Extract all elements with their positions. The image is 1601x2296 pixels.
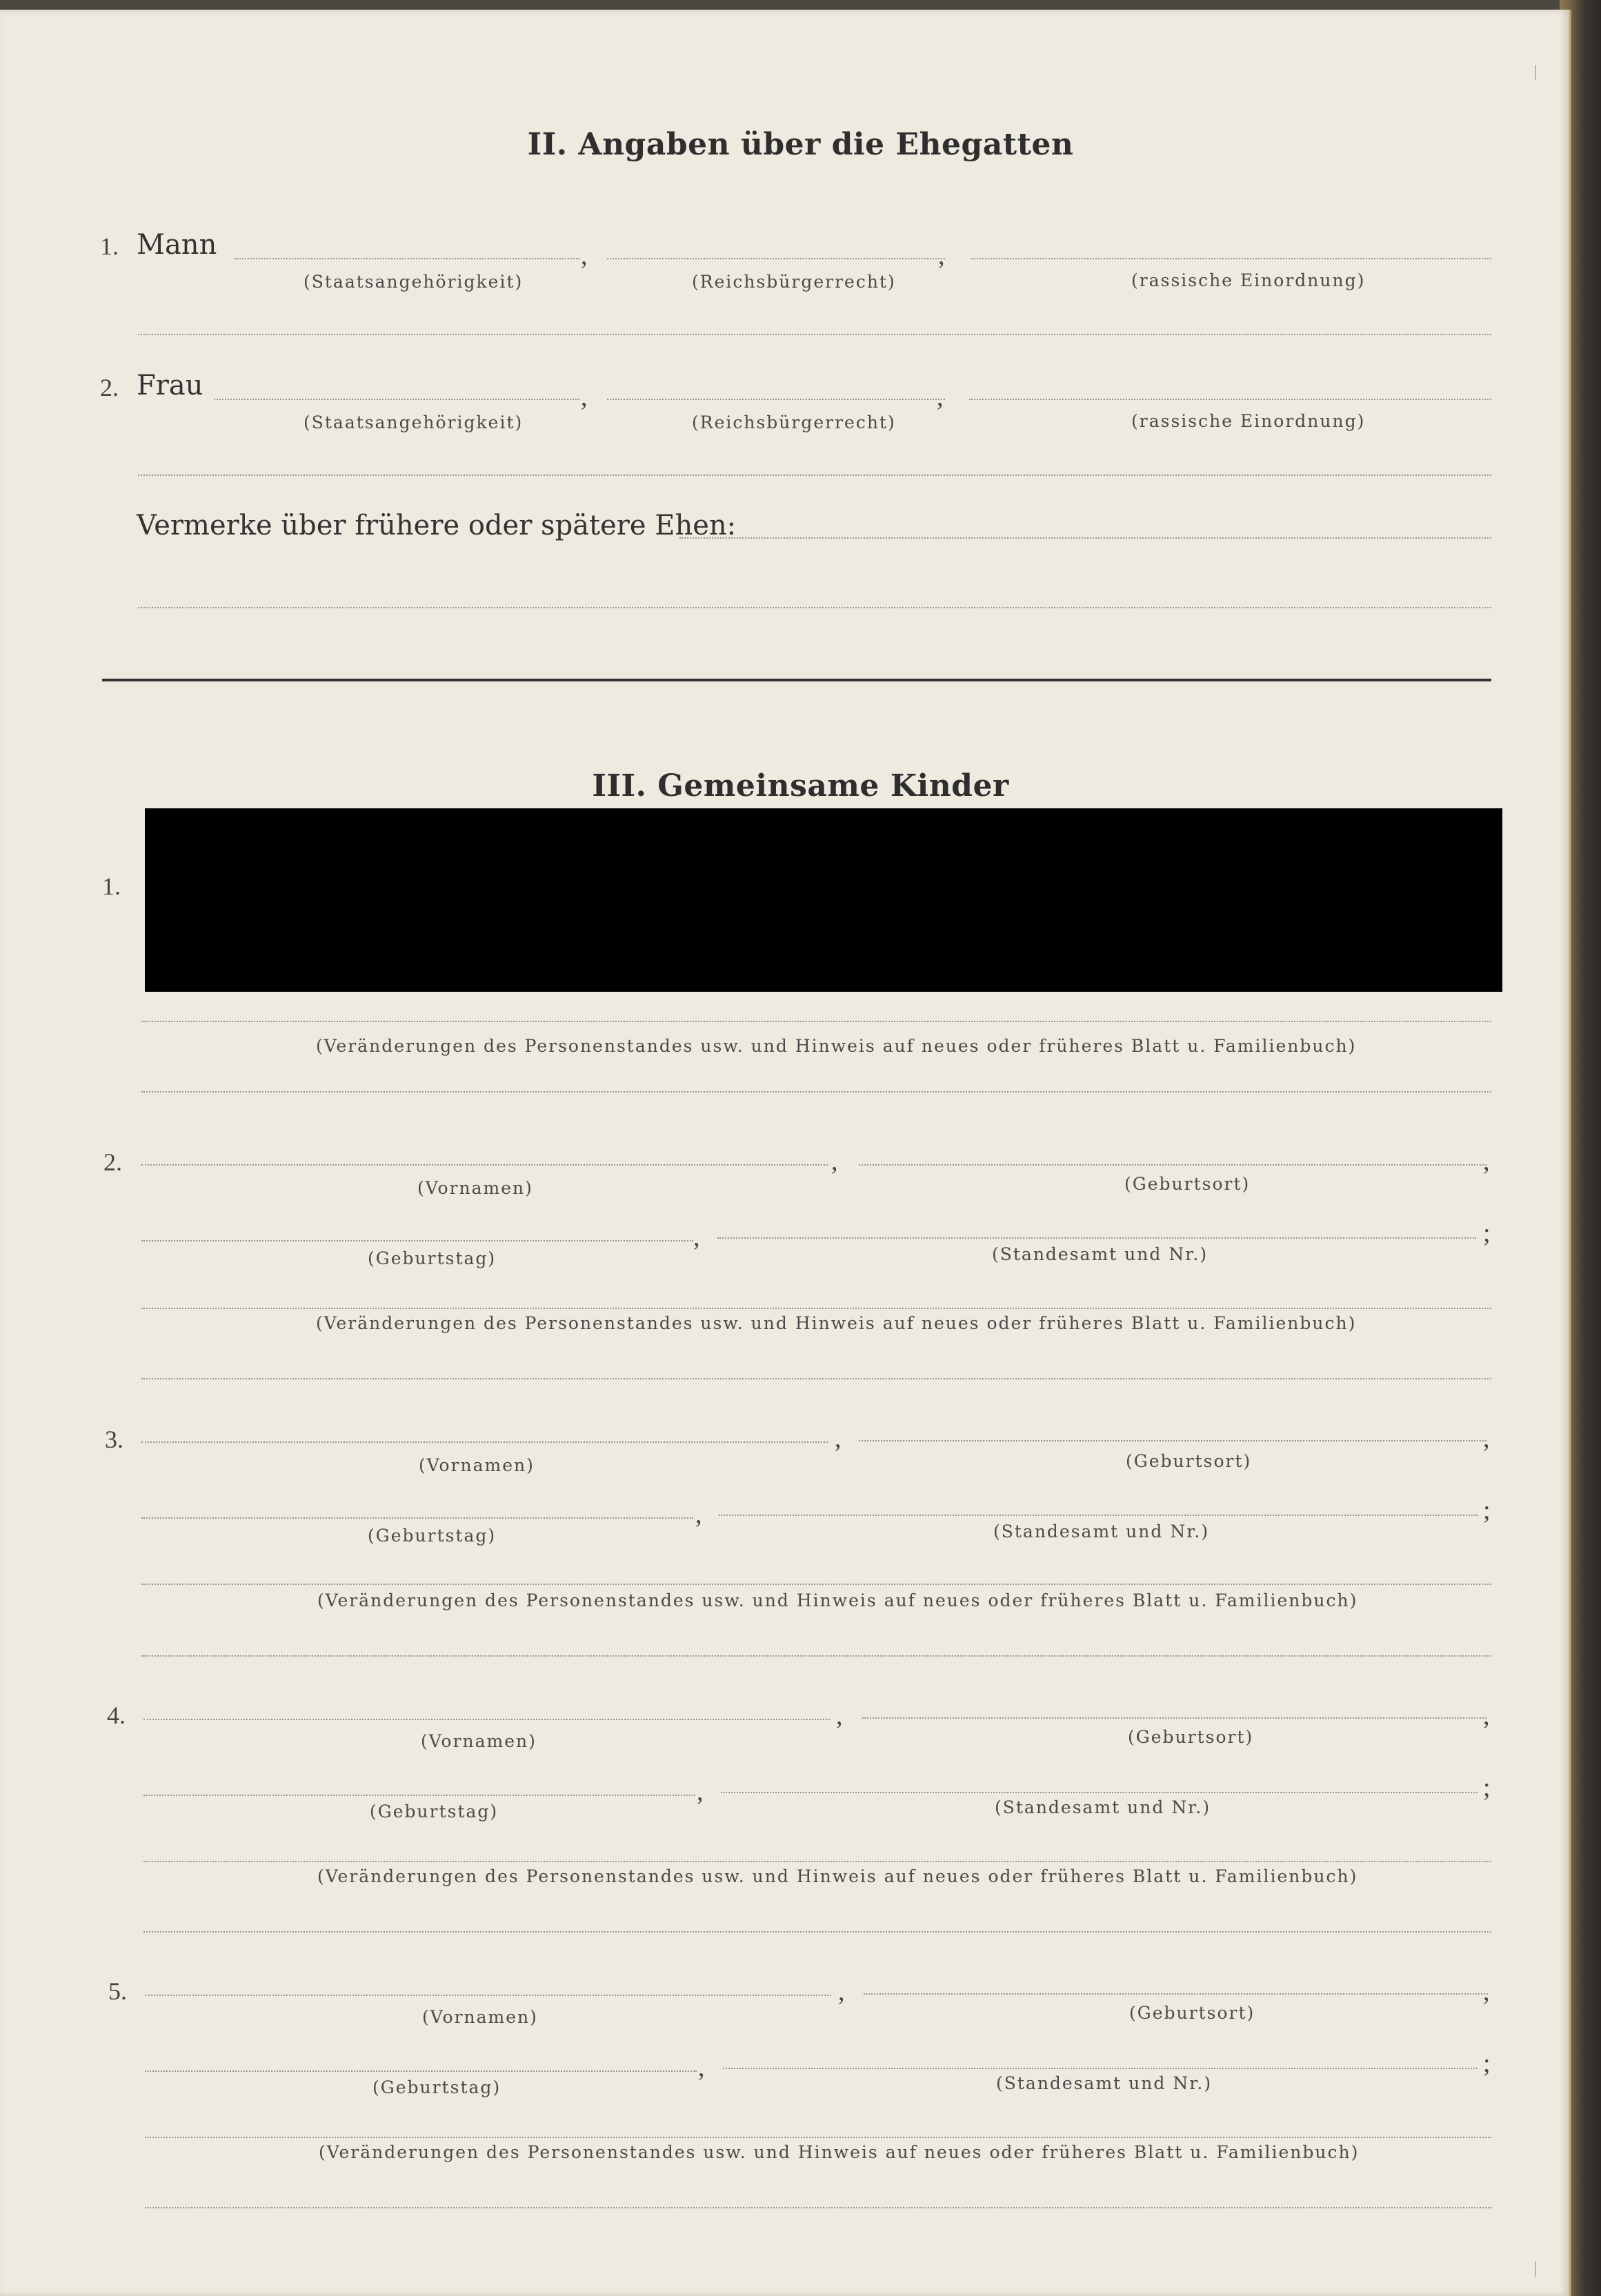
comma: , — [697, 1777, 704, 1806]
caption-geburtstag: (Geburtstag) — [368, 1248, 497, 1268]
caption-standesamt: (Standesamt und Nr.) — [993, 1521, 1210, 1541]
child-5-changes-field[interactable] — [145, 2137, 1491, 2138]
mann-number: 1. — [100, 232, 119, 260]
comma: , — [831, 1147, 838, 1176]
frau-extra-field[interactable] — [138, 475, 1491, 476]
child-4-vornamen-field[interactable] — [143, 1719, 830, 1720]
child-3-number: 3. — [105, 1426, 123, 1453]
caption-geburtsort: (Geburtsort) — [1129, 2003, 1255, 2023]
comma: , — [695, 1500, 702, 1529]
caption-standesamt: (Standesamt und Nr.) — [996, 2073, 1213, 2093]
caption-veraenderungen: (Veränderungen des Personenstandes usw. und Hinweis auf neues oder früheres Blatt u. Familienbuch) — [317, 1866, 1358, 1886]
semicolon: ; — [1483, 1496, 1491, 1525]
caption-geburtsort: (Geburtsort) — [1128, 1727, 1254, 1747]
caption-staat: (Staatsangehörigkeit) — [304, 412, 524, 432]
child-2-standesamt-field[interactable] — [717, 1237, 1476, 1239]
caption-rasse: (rassische Einordnung) — [1131, 270, 1366, 290]
form-page — [0, 10, 1569, 2296]
comma: , — [581, 383, 588, 412]
child-2-vornamen-field[interactable] — [141, 1164, 828, 1166]
mann-extra-field[interactable] — [138, 334, 1491, 335]
semicolon: ; — [1483, 1219, 1491, 1248]
caption-standesamt: (Standesamt und Nr.) — [995, 1797, 1211, 1817]
child-5-geburtstag-field[interactable] — [145, 2070, 697, 2072]
caption-veraenderungen: (Veränderungen des Personenstandes usw. und Hinweis auf neues oder früheres Blatt u. Familienbuch) — [316, 1036, 1357, 1056]
margin-tick — [1535, 65, 1536, 80]
mann-label: Mann — [137, 229, 217, 261]
child-3-changes-field-2[interactable] — [141, 1655, 1491, 1657]
frau-reich-field[interactable] — [607, 399, 945, 400]
semicolon: ; — [1483, 2049, 1491, 2078]
child-5-number: 5. — [108, 1977, 127, 2005]
caption-geburtsort: (Geburtsort) — [1126, 1451, 1252, 1471]
caption-veraenderungen: (Veränderungen des Personenstandes usw. und Hinweis auf neues oder früheres Blatt u. Familienbuch) — [319, 2142, 1360, 2162]
child-1-number: 1. — [102, 872, 121, 900]
frau-staat-field[interactable] — [214, 399, 579, 400]
child-3-geburtstag-field[interactable] — [141, 1517, 693, 1519]
child-5-standesamt-field[interactable] — [723, 2068, 1478, 2069]
caption-geburtstag: (Geburtstag) — [370, 1801, 499, 1821]
child-2-geburtstag-field[interactable] — [141, 1240, 693, 1241]
child-4-geburtstag-field[interactable] — [143, 1795, 695, 1796]
child-5-geburtsort-field[interactable] — [864, 1993, 1488, 1995]
child-2-changes-field[interactable] — [141, 1308, 1491, 1309]
semicolon: ; — [1483, 1773, 1491, 1802]
child-1-changes-field[interactable] — [141, 1021, 1491, 1022]
comma: , — [1483, 1701, 1490, 1730]
caption-geburtsort: (Geburtsort) — [1124, 1174, 1251, 1194]
caption-reich: (Reichsbürgerrecht) — [692, 272, 896, 292]
comma: , — [581, 241, 588, 270]
caption-geburtstag: (Geburtstag) — [372, 2077, 501, 2097]
comma: , — [938, 241, 945, 270]
child-4-standesamt-field[interactable] — [721, 1792, 1478, 1793]
child-2-changes-field-2[interactable] — [141, 1378, 1491, 1379]
comma: , — [937, 383, 944, 412]
margin-tick — [1535, 2262, 1536, 2277]
child-3-vornamen-field[interactable] — [141, 1441, 828, 1443]
caption-staat: (Staatsangehörigkeit) — [304, 272, 524, 292]
frau-label: Frau — [137, 370, 203, 401]
caption-vornamen: (Vornamen) — [417, 1178, 533, 1198]
caption-geburtstag: (Geburtstag) — [368, 1526, 497, 1546]
frau-number: 2. — [100, 374, 119, 401]
child-4-changes-field[interactable] — [143, 1861, 1491, 1862]
child-2-number: 2. — [103, 1148, 122, 1176]
caption-veraenderungen: (Veränderungen des Personenstandes usw. und Hinweis auf neues oder früheres Blatt u. Familienbuch) — [317, 1590, 1358, 1610]
mann-rasse-field[interactable] — [971, 258, 1491, 259]
child-1-changes-field-2[interactable] — [141, 1091, 1491, 1092]
comma: , — [693, 1223, 700, 1252]
redaction-box — [145, 808, 1502, 992]
child-3-geburtsort-field[interactable] — [859, 1440, 1486, 1441]
caption-standesamt: (Standesamt und Nr.) — [992, 1244, 1209, 1264]
comma: , — [1483, 1977, 1490, 2006]
section-divider — [102, 679, 1491, 681]
caption-reich: (Reichsbürgerrecht) — [692, 412, 896, 432]
comma: , — [836, 1701, 843, 1730]
caption-vornamen: (Vornamen) — [422, 2007, 538, 2027]
child-4-changes-field-2[interactable] — [143, 1931, 1491, 1933]
comma: , — [835, 1424, 842, 1453]
child-3-changes-field[interactable] — [141, 1584, 1491, 1585]
vermerke-field-2[interactable] — [138, 607, 1491, 608]
comma: , — [1483, 1147, 1490, 1176]
child-5-changes-field-2[interactable] — [145, 2207, 1491, 2208]
child-3-standesamt-field[interactable] — [719, 1515, 1478, 1516]
vermerke-label: Vermerke über frühere oder spätere Ehen: — [137, 510, 737, 541]
caption-rasse: (rassische Einordnung) — [1131, 411, 1366, 431]
child-2-geburtsort-field[interactable] — [859, 1164, 1486, 1166]
caption-veraenderungen: (Veränderungen des Personenstandes usw. und Hinweis auf neues oder früheres Blatt u. Familienbuch) — [316, 1313, 1357, 1333]
child-4-geburtsort-field[interactable] — [862, 1717, 1486, 1719]
mann-staat-field[interactable] — [235, 258, 579, 259]
section-2-title: II. Angaben über die Ehegatten — [527, 127, 1074, 162]
mann-reich-field[interactable] — [607, 258, 945, 259]
comma: , — [838, 1977, 845, 2006]
comma: , — [1483, 1424, 1490, 1453]
vermerke-field[interactable] — [679, 537, 1491, 539]
comma: , — [698, 2053, 705, 2082]
child-4-number: 4. — [107, 1701, 126, 1729]
caption-vornamen: (Vornamen) — [419, 1455, 535, 1475]
frau-rasse-field[interactable] — [969, 399, 1491, 400]
child-5-vornamen-field[interactable] — [145, 1995, 831, 1996]
section-3-title: III. Gemeinsame Kinder — [592, 768, 1009, 803]
caption-vornamen: (Vornamen) — [421, 1731, 537, 1751]
